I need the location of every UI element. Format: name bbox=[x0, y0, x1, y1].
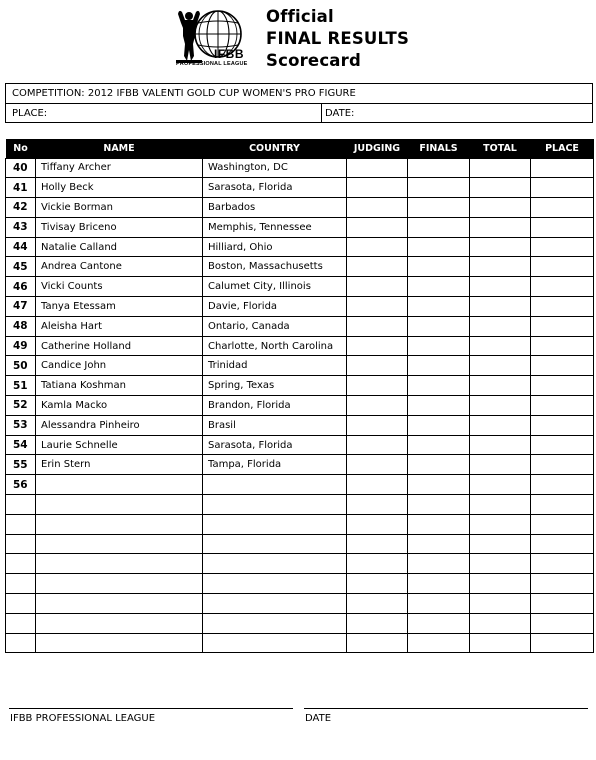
title-line-official: Official bbox=[266, 7, 334, 26]
table-row bbox=[6, 217, 594, 237]
table-row bbox=[6, 633, 594, 653]
competitor-country: Brandon, Florida bbox=[203, 396, 347, 416]
header-judging: JUDGING bbox=[347, 139, 408, 158]
competitor-country: Barbados bbox=[203, 198, 347, 218]
row-number: 43 bbox=[6, 217, 36, 237]
place-cell bbox=[531, 455, 594, 475]
finals-cell bbox=[408, 316, 470, 336]
table-row bbox=[6, 435, 594, 455]
place-cell bbox=[531, 396, 594, 416]
results-table bbox=[5, 139, 594, 653]
place-cell bbox=[531, 594, 594, 614]
total-cell bbox=[470, 376, 531, 396]
table-row bbox=[6, 594, 594, 614]
place-cell bbox=[531, 257, 594, 277]
place-cell bbox=[531, 217, 594, 237]
competitor-country bbox=[203, 534, 347, 554]
judging-cell bbox=[347, 415, 408, 435]
competitor-name: Natalie Calland bbox=[36, 237, 203, 257]
judging-cell bbox=[347, 534, 408, 554]
table-row bbox=[6, 178, 594, 198]
row-number bbox=[6, 495, 36, 515]
total-cell bbox=[470, 633, 531, 653]
judging-cell bbox=[347, 198, 408, 218]
competitor-name bbox=[36, 594, 203, 614]
total-cell bbox=[470, 514, 531, 534]
competitor-name: Vicki Counts bbox=[36, 277, 203, 297]
competitor-name: Aleisha Hart bbox=[36, 316, 203, 336]
results-body bbox=[6, 158, 594, 653]
table-row bbox=[6, 574, 594, 594]
total-cell bbox=[470, 415, 531, 435]
place-label: PLACE: bbox=[12, 108, 48, 119]
total-cell bbox=[470, 336, 531, 356]
row-number: 54 bbox=[6, 435, 36, 455]
judging-cell bbox=[347, 178, 408, 198]
place-cell bbox=[531, 514, 594, 534]
finals-cell bbox=[408, 435, 470, 455]
total-cell bbox=[470, 495, 531, 515]
competitor-name: Tanya Etessam bbox=[36, 297, 203, 317]
logo-ifbb-text: IFBB bbox=[214, 47, 244, 61]
place-cell bbox=[531, 316, 594, 336]
table-row bbox=[6, 455, 594, 475]
competitor-country: Brasil bbox=[203, 415, 347, 435]
competitor-country: Trinidad bbox=[203, 356, 347, 376]
row-number: 44 bbox=[6, 237, 36, 257]
row-number: 48 bbox=[6, 316, 36, 336]
judging-cell bbox=[347, 297, 408, 317]
table-row bbox=[6, 613, 594, 633]
page-title bbox=[266, 6, 409, 72]
judging-cell bbox=[347, 336, 408, 356]
table-row bbox=[6, 336, 594, 356]
competitor-name: Holly Beck bbox=[36, 178, 203, 198]
league-signature-label: IFBB PROFESSIONAL LEAGUE bbox=[10, 713, 156, 724]
competitor-country: Sarasota, Florida bbox=[203, 178, 347, 198]
league-signature-line bbox=[9, 708, 293, 709]
total-cell bbox=[470, 455, 531, 475]
competitor-country: Sarasota, Florida bbox=[203, 435, 347, 455]
total-cell bbox=[470, 534, 531, 554]
judging-cell bbox=[347, 475, 408, 495]
header-total: TOTAL bbox=[470, 139, 531, 158]
competitor-name: Tatiana Koshman bbox=[36, 376, 203, 396]
judging-cell bbox=[347, 277, 408, 297]
table-row bbox=[6, 356, 594, 376]
place-cell bbox=[531, 277, 594, 297]
finals-cell bbox=[408, 574, 470, 594]
row-number bbox=[6, 613, 36, 633]
finals-cell bbox=[408, 257, 470, 277]
place-cell bbox=[531, 613, 594, 633]
judging-cell bbox=[347, 217, 408, 237]
judging-cell bbox=[347, 455, 408, 475]
finals-cell bbox=[408, 514, 470, 534]
row-number: 52 bbox=[6, 396, 36, 416]
competitor-country: Memphis, Tennessee bbox=[203, 217, 347, 237]
total-cell bbox=[470, 178, 531, 198]
finals-cell bbox=[408, 356, 470, 376]
finals-cell bbox=[408, 277, 470, 297]
judging-cell bbox=[347, 316, 408, 336]
competitor-name bbox=[36, 633, 203, 653]
total-cell bbox=[470, 356, 531, 376]
table-row bbox=[6, 237, 594, 257]
row-number bbox=[6, 594, 36, 614]
table-row bbox=[6, 554, 594, 574]
finals-cell bbox=[408, 495, 470, 515]
competitor-name bbox=[36, 534, 203, 554]
finals-cell bbox=[408, 217, 470, 237]
judging-cell bbox=[347, 237, 408, 257]
row-number bbox=[6, 633, 36, 653]
finals-cell bbox=[408, 415, 470, 435]
competition-row bbox=[6, 84, 592, 104]
place-cell bbox=[531, 178, 594, 198]
finals-cell bbox=[408, 594, 470, 614]
header-name: NAME bbox=[36, 139, 203, 158]
competitor-country: Calumet City, Illinois bbox=[203, 277, 347, 297]
place-cell bbox=[531, 554, 594, 574]
judging-cell bbox=[347, 633, 408, 653]
place-cell bbox=[531, 415, 594, 435]
table-row bbox=[6, 277, 594, 297]
place-cell bbox=[531, 633, 594, 653]
competitor-country bbox=[203, 495, 347, 515]
place-cell bbox=[531, 435, 594, 455]
info-divider bbox=[321, 104, 322, 123]
finals-cell bbox=[408, 336, 470, 356]
table-row bbox=[6, 396, 594, 416]
place-cell bbox=[531, 495, 594, 515]
competitor-name bbox=[36, 475, 203, 495]
row-number: 40 bbox=[6, 158, 36, 178]
row-number: 47 bbox=[6, 297, 36, 317]
judging-cell bbox=[347, 613, 408, 633]
total-cell bbox=[470, 475, 531, 495]
place-cell bbox=[531, 574, 594, 594]
row-number: 41 bbox=[6, 178, 36, 198]
judging-cell bbox=[347, 396, 408, 416]
finals-cell bbox=[408, 198, 470, 218]
competitor-country: Davie, Florida bbox=[203, 297, 347, 317]
total-cell bbox=[470, 217, 531, 237]
table-row bbox=[6, 534, 594, 554]
competitor-name bbox=[36, 613, 203, 633]
place-cell bbox=[531, 475, 594, 495]
competitor-country: Washington, DC bbox=[203, 158, 347, 178]
competitor-country: Hilliard, Ohio bbox=[203, 237, 347, 257]
total-cell bbox=[470, 554, 531, 574]
competitor-name: Candice John bbox=[36, 356, 203, 376]
finals-cell bbox=[408, 633, 470, 653]
date-signature-line bbox=[304, 708, 588, 709]
row-number bbox=[6, 534, 36, 554]
place-cell bbox=[531, 534, 594, 554]
competition-label: COMPETITION: 2012 IFBB VALENTI GOLD CUP WOMEN'S PRO FIGURE bbox=[12, 88, 356, 99]
place-cell bbox=[531, 297, 594, 317]
competitor-country bbox=[203, 475, 347, 495]
finals-cell bbox=[408, 178, 470, 198]
date-label: DATE: bbox=[325, 108, 355, 119]
finals-cell bbox=[408, 376, 470, 396]
finals-cell bbox=[408, 297, 470, 317]
total-cell bbox=[470, 316, 531, 336]
table-row bbox=[6, 415, 594, 435]
total-cell bbox=[470, 613, 531, 633]
judging-cell bbox=[347, 257, 408, 277]
header-no: No bbox=[6, 139, 36, 158]
title-line-final-results: FINAL RESULTS bbox=[266, 29, 410, 48]
judging-cell bbox=[347, 514, 408, 534]
competitor-name: Tiffany Archer bbox=[36, 158, 203, 178]
total-cell bbox=[470, 198, 531, 218]
competitor-country: Charlotte, North Carolina bbox=[203, 336, 347, 356]
total-cell bbox=[470, 257, 531, 277]
row-number: 49 bbox=[6, 336, 36, 356]
competitor-country: Tampa, Florida bbox=[203, 455, 347, 475]
competitor-name bbox=[36, 495, 203, 515]
place-cell bbox=[531, 237, 594, 257]
row-number bbox=[6, 514, 36, 534]
row-number: 42 bbox=[6, 198, 36, 218]
competitor-country bbox=[203, 574, 347, 594]
header-country: COUNTRY bbox=[203, 139, 347, 158]
table-row bbox=[6, 376, 594, 396]
finals-cell bbox=[408, 554, 470, 574]
finals-cell bbox=[408, 475, 470, 495]
row-number bbox=[6, 554, 36, 574]
total-cell bbox=[470, 396, 531, 416]
competitor-name bbox=[36, 574, 203, 594]
table-row bbox=[6, 514, 594, 534]
competition-info-box bbox=[5, 83, 593, 123]
finals-cell bbox=[408, 455, 470, 475]
total-cell bbox=[470, 435, 531, 455]
row-number bbox=[6, 574, 36, 594]
competitor-country: Ontario, Canada bbox=[203, 316, 347, 336]
row-number: 55 bbox=[6, 455, 36, 475]
finals-cell bbox=[408, 158, 470, 178]
competitor-name: Kamla Macko bbox=[36, 396, 203, 416]
competitor-name: Catherine Holland bbox=[36, 336, 203, 356]
finals-cell bbox=[408, 396, 470, 416]
competitor-country bbox=[203, 554, 347, 574]
judging-cell bbox=[347, 356, 408, 376]
table-header-row bbox=[6, 139, 594, 158]
total-cell bbox=[470, 574, 531, 594]
competitor-country: Spring, Texas bbox=[203, 376, 347, 396]
competitor-name: Erin Stern bbox=[36, 455, 203, 475]
competitor-name: Vickie Borman bbox=[36, 198, 203, 218]
competitor-name bbox=[36, 554, 203, 574]
competitor-name: Alessandra Pinheiro bbox=[36, 415, 203, 435]
place-cell bbox=[531, 376, 594, 396]
row-number: 56 bbox=[6, 475, 36, 495]
finals-cell bbox=[408, 534, 470, 554]
table-row bbox=[6, 198, 594, 218]
place-cell bbox=[531, 356, 594, 376]
table-row bbox=[6, 257, 594, 277]
competitor-country bbox=[203, 613, 347, 633]
total-cell bbox=[470, 158, 531, 178]
judging-cell bbox=[347, 435, 408, 455]
finals-cell bbox=[408, 613, 470, 633]
table-row bbox=[6, 495, 594, 515]
judging-cell bbox=[347, 158, 408, 178]
total-cell bbox=[470, 277, 531, 297]
total-cell bbox=[470, 237, 531, 257]
header-place: PLACE bbox=[531, 139, 594, 158]
row-number: 46 bbox=[6, 277, 36, 297]
competitor-name: Andrea Cantone bbox=[36, 257, 203, 277]
competitor-country bbox=[203, 514, 347, 534]
judging-cell bbox=[347, 376, 408, 396]
competitor-name: Laurie Schnelle bbox=[36, 435, 203, 455]
place-cell bbox=[531, 158, 594, 178]
judging-cell bbox=[347, 574, 408, 594]
competitor-country bbox=[203, 594, 347, 614]
row-number: 51 bbox=[6, 376, 36, 396]
judging-cell bbox=[347, 554, 408, 574]
total-cell bbox=[470, 297, 531, 317]
row-number: 45 bbox=[6, 257, 36, 277]
date-signature-label: DATE bbox=[305, 713, 332, 724]
competitor-country bbox=[203, 633, 347, 653]
finals-cell bbox=[408, 237, 470, 257]
logo-pro-league-text: PROFESSIONAL LEAGUE bbox=[176, 61, 248, 67]
row-number: 50 bbox=[6, 356, 36, 376]
table-row bbox=[6, 158, 594, 178]
table-row bbox=[6, 316, 594, 336]
header-finals: FINALS bbox=[408, 139, 470, 158]
place-cell bbox=[531, 336, 594, 356]
total-cell bbox=[470, 594, 531, 614]
table-row bbox=[6, 297, 594, 317]
title-line-scorecard: Scorecard bbox=[266, 51, 361, 70]
judging-cell bbox=[347, 594, 408, 614]
competitor-country: Boston, Massachusetts bbox=[203, 257, 347, 277]
judging-cell bbox=[347, 495, 408, 515]
competitor-name bbox=[36, 514, 203, 534]
row-number: 53 bbox=[6, 415, 36, 435]
table-row bbox=[6, 475, 594, 495]
place-cell bbox=[531, 198, 594, 218]
competitor-name: Tivisay Briceno bbox=[36, 217, 203, 237]
